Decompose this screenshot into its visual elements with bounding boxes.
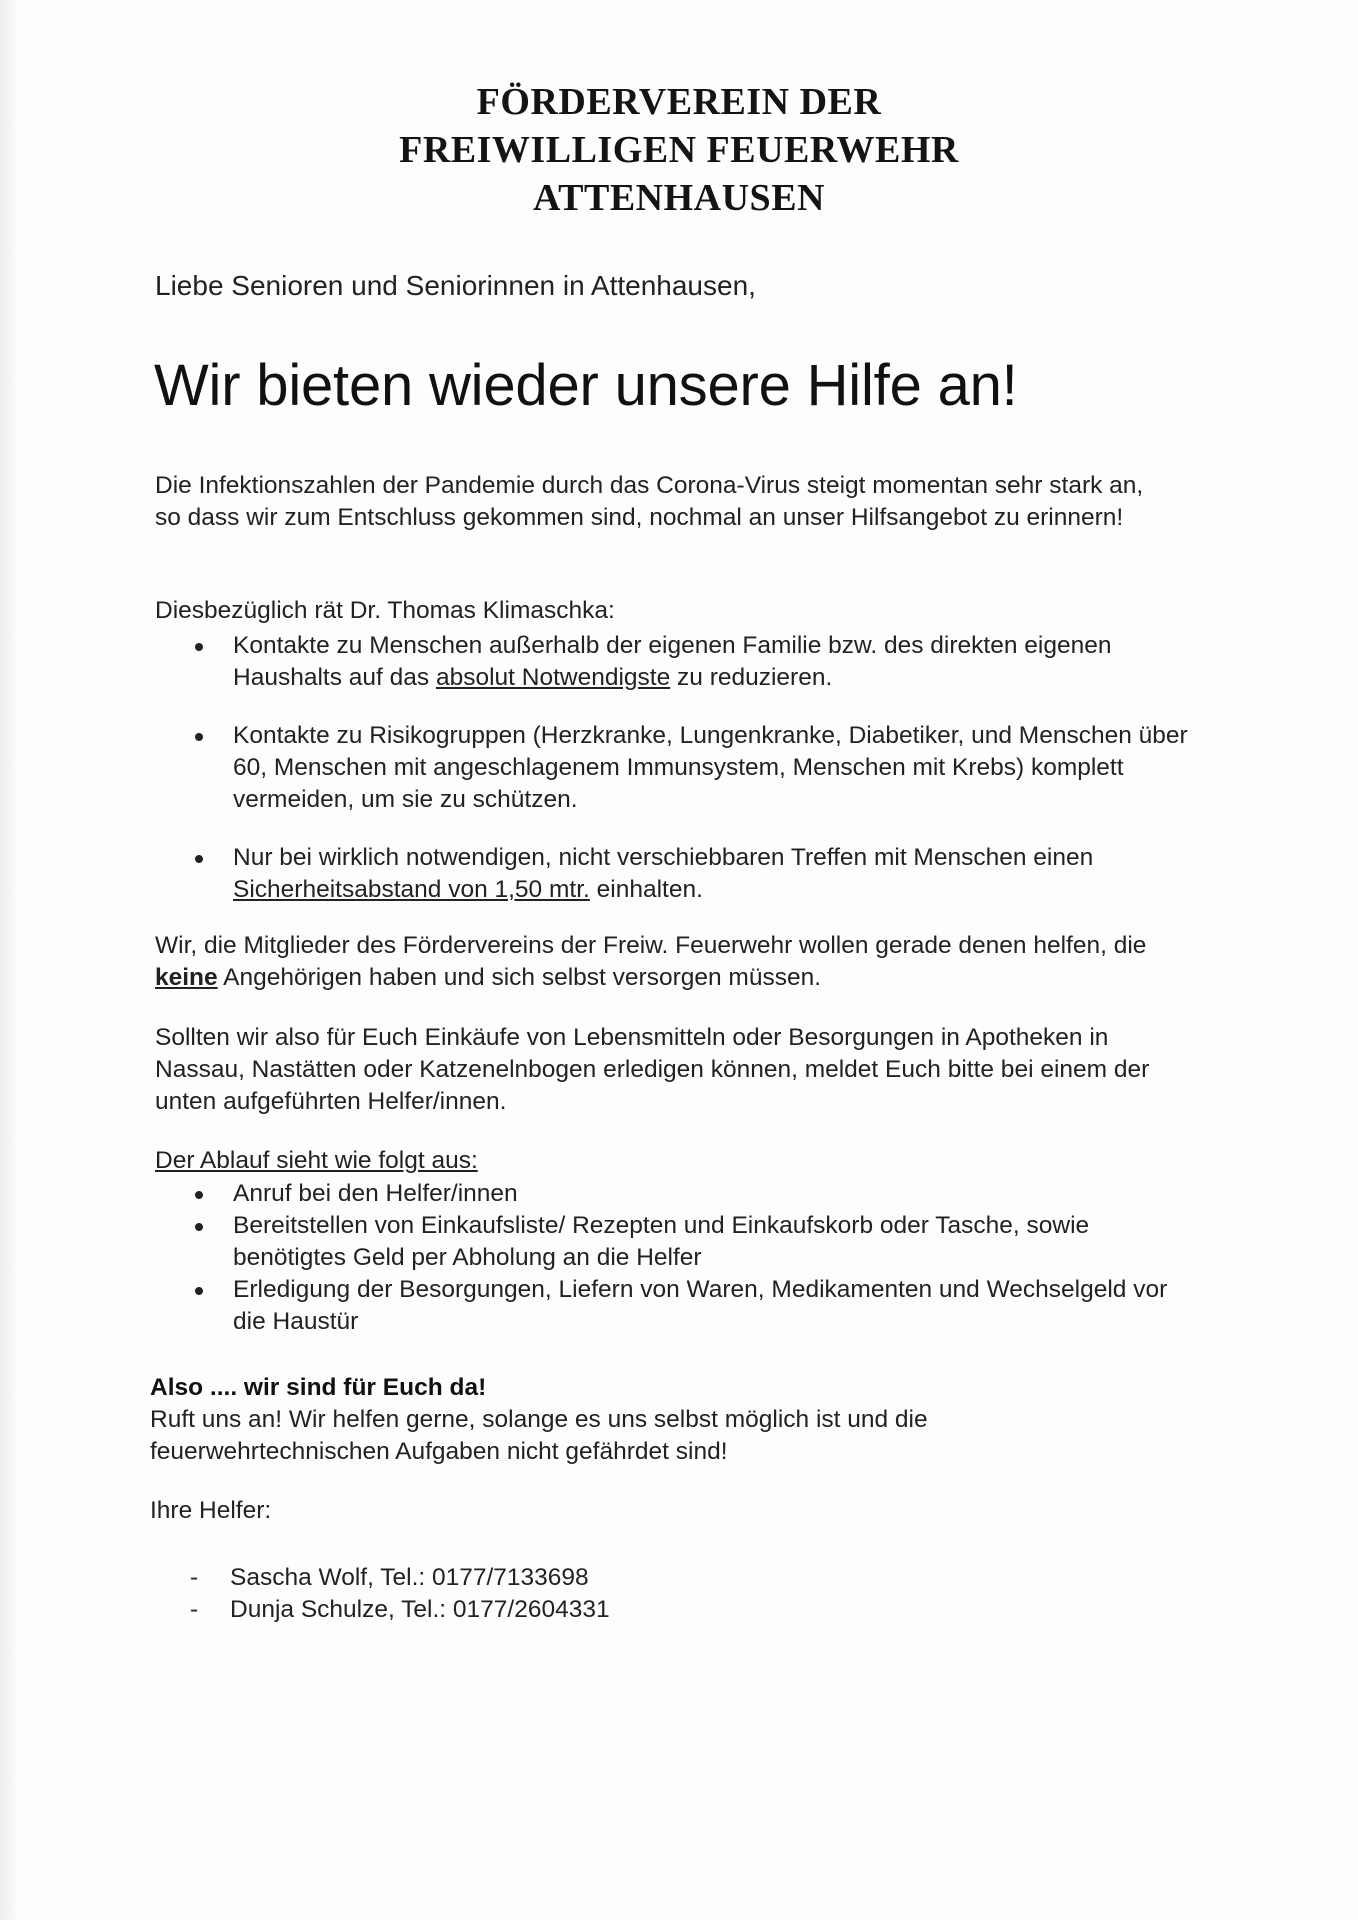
closing-text: Ruft uns an! Wir helfen gerne, solange es uns selbst möglich ist und die feuerwehrtechnischen Aufgaben nicht gefährdet sind! xyxy=(150,1406,928,1465)
heading-line-1: FÖRDERVEREIN DER xyxy=(476,81,882,123)
procedure-step-1: Anruf bei den Helfer/innen xyxy=(233,1180,518,1207)
list-item xyxy=(195,1210,1195,1274)
advice-list xyxy=(195,630,1195,932)
helper-1: Sascha Wolf, Tel.: 0177/7133698 xyxy=(230,1564,589,1591)
advice-item-1-text: Kontakte zu Menschen außerhalb der eigenen Familie bzw. des direkten eigenen Haushalts auf das xyxy=(233,632,1112,691)
list-item xyxy=(195,1178,1195,1210)
list-item xyxy=(190,1594,610,1626)
procedure-list xyxy=(195,1178,1195,1338)
heading-line-2: FREIWILLIGEN FEUERWEHR xyxy=(399,129,959,171)
procedure-step-3: Erledigung der Besorgungen, Liefern von Waren, Medikamenten und Wechselgeld vor die Haustür xyxy=(233,1276,1168,1335)
heading-line-3: ATTENHAUSEN xyxy=(533,177,825,219)
advice-item-2-text: Kontakte zu Risikogruppen (Herzkranke, Lungenkranke, Diabetiker, und Menschen über 60, Menschen mit angeschlagenem Immunsystem, Menschen mit Krebs) komplett vermeiden, um sie zu schützen. xyxy=(233,722,1188,813)
members-emphasis: keine xyxy=(155,964,218,991)
dash-marker: - xyxy=(190,1596,199,1623)
headline: Wir bieten wieder unsere Hilfe an! xyxy=(154,353,1018,418)
helper-2: Dunja Schulze, Tel.: 0177/2604331 xyxy=(230,1596,610,1623)
list-item xyxy=(190,1562,610,1594)
list-item xyxy=(195,720,1195,816)
closing-title: Also .... wir sind für Euch da! xyxy=(150,1374,487,1401)
list-item xyxy=(195,1274,1195,1338)
procedure-label: Der Ablauf sieht wie folgt aus: xyxy=(155,1147,478,1174)
advice-item-3-end: einhalten. xyxy=(589,876,703,903)
procedure-step-2: Bereitstellen von Einkaufsliste/ Rezepten und Einkaufskorb oder Tasche, sowie benötigtes Geld per Abholung an die Helfer xyxy=(233,1212,1090,1271)
scan-edge-shadow xyxy=(0,0,18,1920)
members-text-end: Angehörigen haben und sich selbst versorgen müssen. xyxy=(217,964,822,991)
dash-marker: - xyxy=(190,1564,199,1591)
list-item xyxy=(195,630,1195,694)
bullet-icon xyxy=(195,1287,203,1295)
members-paragraph xyxy=(155,930,1175,994)
bullet-icon xyxy=(195,1223,203,1231)
advice-item-1-underline: absolut Notwendigste xyxy=(435,664,671,691)
advice-label: Diesbezüglich rät Dr. Thomas Klimaschka: xyxy=(155,597,615,624)
bullet-icon xyxy=(195,733,203,741)
advice-item-3-underline: Sicherheitsabstand von 1,50 mtr. xyxy=(233,876,590,903)
list-item xyxy=(195,842,1195,906)
helpers-label: Ihre Helfer: xyxy=(150,1497,272,1524)
intro-paragraph: Die Infektionszahlen der Pandemie durch das Corona-Virus steigt momentan sehr stark an, so dass wir zum Entschluss gekommen sind, nochmal an unser Hilfsangebot zu erinnern! xyxy=(155,472,1144,531)
bullet-icon xyxy=(195,855,203,863)
members-text: Wir, die Mitglieder des Fördervereins der Freiw. Feuerwehr wollen gerade denen helfen, die xyxy=(155,932,1147,959)
bullet-icon xyxy=(195,1191,203,1199)
shopping-paragraph: Sollten wir also für Euch Einkäufe von Lebensmitteln oder Besorgungen in Apotheken in Nassau, Nastätten oder Katzenelnbogen erledigen können, meldet Euch bitte bei einem der unten aufgeführten Helfer/innen. xyxy=(155,1024,1150,1115)
organization-heading xyxy=(0,78,1358,222)
greeting: Liebe Senioren und Seniorinnen in Attenhausen, xyxy=(155,270,756,301)
advice-item-3-text: Nur bei wirklich notwendigen, nicht verschiebbaren Treffen mit Menschen einen xyxy=(233,844,1094,871)
advice-item-1-end: zu reduzieren. xyxy=(670,664,833,691)
helpers-list xyxy=(190,1562,610,1626)
bullet-icon xyxy=(195,643,203,651)
